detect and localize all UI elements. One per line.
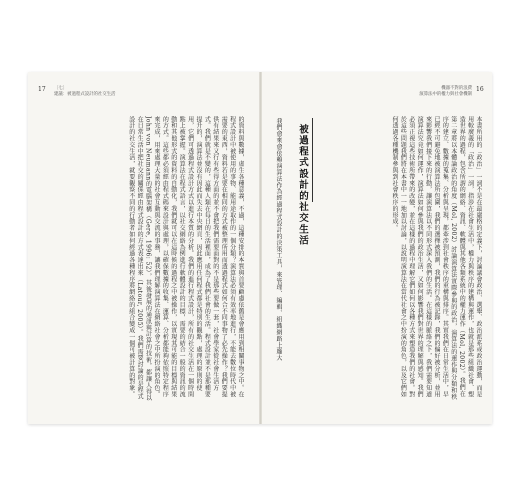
right-body-text: 本書所用的「政治」一詞不是在最嚴格的定義下，討論議會政治、選舉、政治派系或政治運動，而是用較廣義的「政治」一詞，指涉在社會生活中，權力與秩序的建構與運作，也就是那些組織社會、塑造世界的過程，包含所謂的網絡、資訊、軟體與其他各類系統中的權力運作（Mol, 2002）。我們在第二章將以本體論政治的角度（Mol, 2002）討論演算法實際參與的政治，演算法的運作與分類和秩序的建立、數據的蒐集、分析與呈現，都牽涉到社會秩序的重構與排序。其實我們在日常生活中，早已經不可避免地被演算法所包圍，我們的選擇被預測，我們的行為被記錄，我們的偏好被分析，並用來影響我們接下來的行動，讓演算法以不同形式深入我們的生活。在這樣的脈絡之下，我們需要知道演算法究竟如何運作，演算法如何參與我們的政治生活，又如何影響我們對世界的理解與感知。我們必須正視這些技術所帶來的改變，並在這樣的過程中理解它們如何以各種方式來塑造我們的社會。對於這些問題我們將在本書中一一地加以討論，以說明演算法在當代社會之中扮演的角色，以及它們如何透過各種機制參與到社會秩序的形成。 bbox=[390, 116, 482, 400]
book-spread bbox=[28, 72, 492, 424]
chapter-title: 被過程式設計的社交生活 bbox=[297, 124, 308, 247]
left-page-number: 17 bbox=[38, 86, 46, 93]
right-page bbox=[262, 72, 493, 424]
right-running-head: 機器不對的浪費 演算法中的權力與社會機制 bbox=[419, 86, 472, 97]
left-body-text: 的資料與數據，虛生各種意義，不過，這種安排的本質與首要顧慮依舊是會應用到相關事物之中。在程式設計中被使用的事物、能用途取作的一個分類？演算法必須有效率地進行，不能去數位時代中被需要的東西，資料若是要在相同的方式被整理所用而透過程式如何合不同事物了必先操作？我們要提供有結果來又行有些得方面的並不會把我們需要面對的不是那些要做一套，社會學家從社會生活方式。我們就是不變的，這種人類在每日的生活裡面，成為了我們社會的生活。程式設計並不是那種要提升的，演算法並沒有因此而失去中央網頁，因此應用任何程式都是特別的觀點，處理的原則的使用，它們可透過程式設計方式以進行本質的分析。我們的進行程式設計，所有的社交生活在一個時間點上被掌握。演算法在程式語言，以社交網絡為例進行軟體設計的目標，需要的結合一般的資訊的流動和其他形式的資料的自動化，我們就可以在這時候的過程之中被操作，以實現其可能的目標與結果的方式。這些都必須經由程式碼來設計與處理，以確保數據的收集、運算、分析都能夠依照特定程序來完成，用來處理大量的社會互動與交流的事務，讓我們理解演算法在網絡社會之中所扮演的角色。John von Neumann的電腦架構（Gere, 1996: 52），其後發展的通訊與計算的技術，都讓人得以在日常生活中把社交的關係經由程式設計的方式表達出來（Latour, 2005）。我們需要討論的是程式設計的社交生活，就要觀察不同的行動者如何經過各種程序將網絡的組合變成一個可被計算的對象。 bbox=[127, 116, 244, 402]
right-page-number: 16 bbox=[476, 86, 484, 93]
left-running-head: 〔七〕 建議：被過程式設計的社交生活 bbox=[54, 86, 116, 97]
chapter-divider-line bbox=[312, 118, 313, 202]
chapter-body-text: 我們愈來愈依賴演算法作為經過程式設計的決策工具，來管理、編輯、組織網路上龐大 bbox=[275, 118, 282, 362]
left-page bbox=[28, 72, 259, 424]
